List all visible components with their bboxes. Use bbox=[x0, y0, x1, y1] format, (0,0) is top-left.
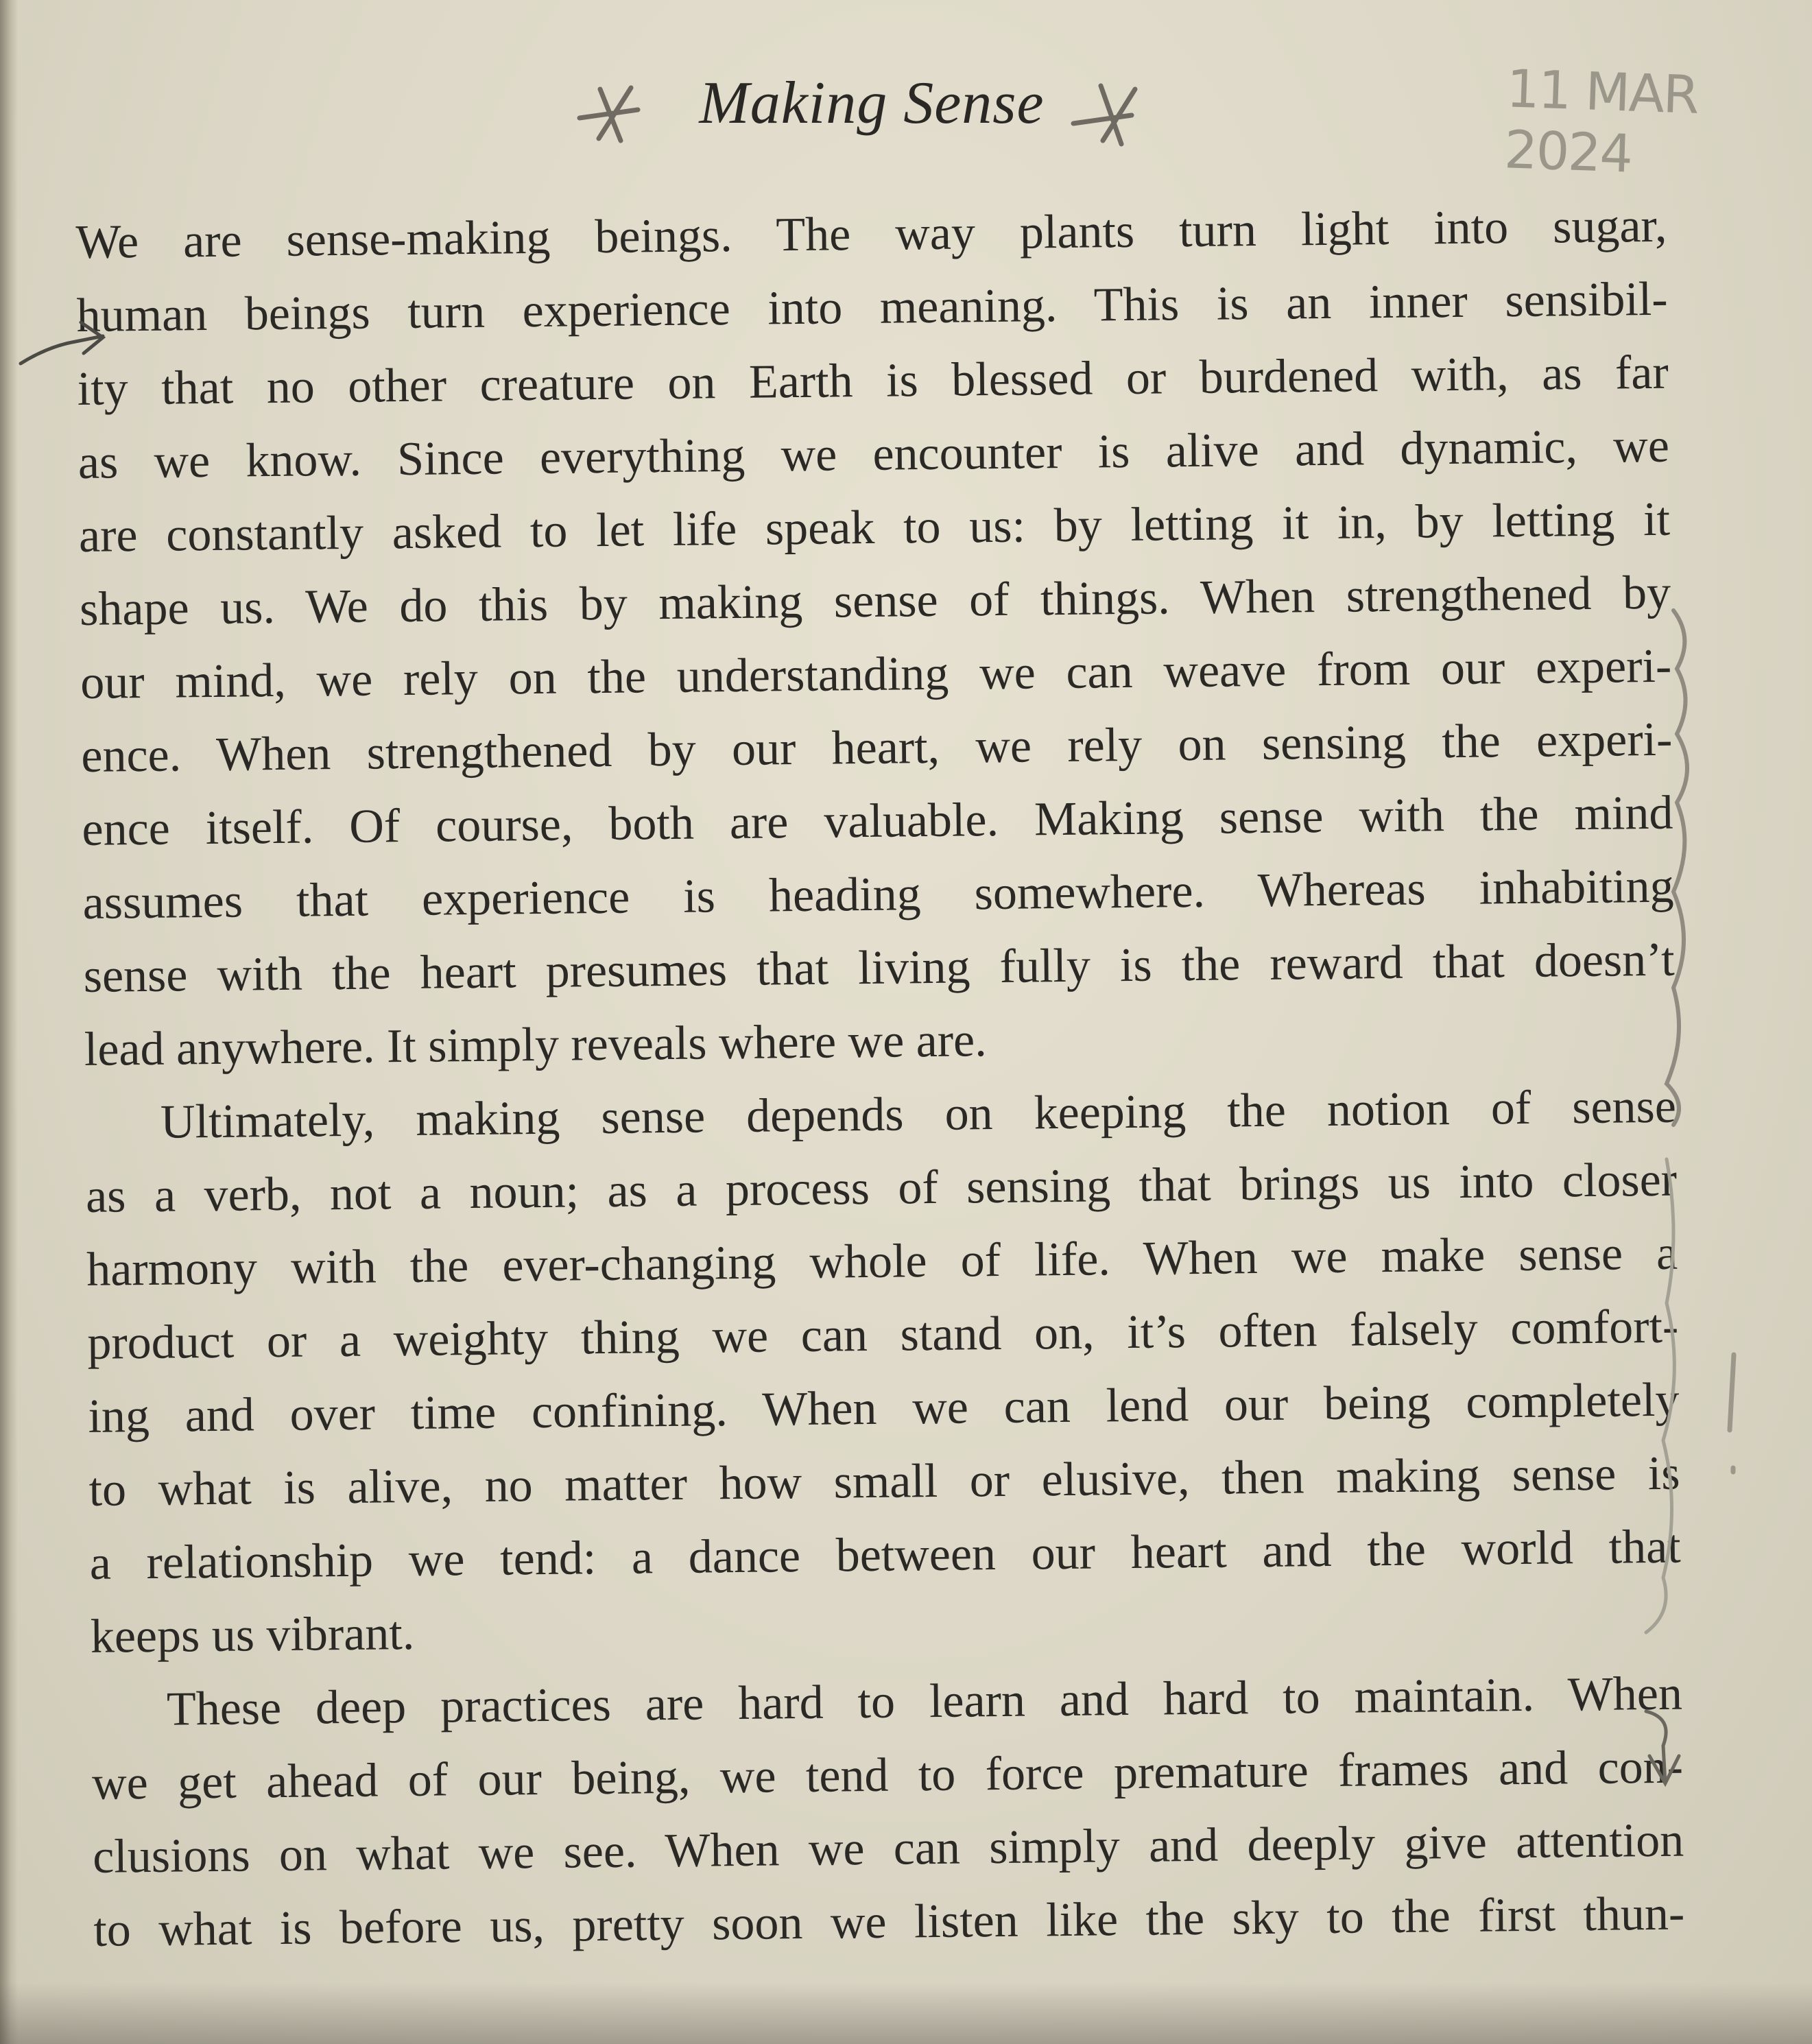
text-line: We are sense-making beings. The way plants turn light into sugar, bbox=[75, 199, 1667, 269]
page-title: Making Sense bbox=[699, 70, 1045, 136]
text-line: assumes that experience is heading somewhere. Whereas inhabiting bbox=[82, 859, 1674, 929]
text-line: ing and over time confining. When we can lend our being completely bbox=[88, 1373, 1680, 1443]
paragraph-3 bbox=[91, 1657, 1684, 1967]
text-line: Ultimately, making sense depends on keeping the notion of sense bbox=[160, 1080, 1677, 1149]
text-line: ence itself. Of course, both are valuable. Making sense with the mind bbox=[82, 786, 1673, 856]
paragraph-1 bbox=[75, 189, 1676, 1086]
text-line: we get ahead of our being, we tend to force premature frames and con- bbox=[91, 1740, 1684, 1810]
text-line: to what is before us, pretty soon we listen like the sky to the first thun- bbox=[93, 1887, 1685, 1957]
text-line: harmony with the ever-changing whole of life. When we make sense a bbox=[86, 1226, 1678, 1296]
text-line: ence. When strengthened by our heart, we rely on sensing the experi- bbox=[81, 713, 1673, 783]
text-line: as we know. Since everything we encounter is alive and dynamic, we bbox=[78, 419, 1670, 489]
paragraph-2 bbox=[84, 1070, 1682, 1674]
text-line: ity that no other creature on Earth is blessed or burdened with, as far bbox=[77, 346, 1669, 416]
text-line: to what is alive, no matter how small or elusive, then making sense is bbox=[88, 1447, 1680, 1517]
text-line: These deep practices are hard to learn and hard to maintain. When bbox=[166, 1667, 1683, 1736]
text-line: keeps us vibrant. bbox=[90, 1606, 415, 1663]
text-line: shape us. We do this by making sense of things. When strengthened by bbox=[79, 566, 1671, 636]
pencil-exclamation-mark bbox=[1730, 1355, 1734, 1472]
body-text bbox=[75, 189, 1685, 1967]
text-line: are constantly asked to let life speak to us: by letting it in, by letting it bbox=[78, 492, 1671, 562]
text-line: human beings turn experience into meaning. This is an inner sensibil- bbox=[76, 272, 1668, 342]
handwritten-date: 11 MAR 2024 bbox=[1503, 58, 1700, 185]
text-line: lead anywhere. It simply reveals where we are. bbox=[84, 1014, 987, 1076]
text-line: a relationship we tend: a dance between our heart and the world that bbox=[89, 1520, 1682, 1590]
text-line: our mind, we rely on the understanding we can weave from our experi- bbox=[80, 639, 1672, 709]
text-line: as a verb, not a noun; as a process of sensing that brings us into closer bbox=[85, 1153, 1678, 1223]
text-line: sense with the heart presumes that living fully is the reward that doesn’t bbox=[83, 933, 1676, 1003]
text-line: product or a weighty thing we can stand on, it’s often falsely comfort- bbox=[86, 1300, 1679, 1370]
handdrawn-asterisk-right-icon bbox=[1070, 75, 1152, 151]
text-line: clusions on what we see. When we can simply and deeply give attention bbox=[92, 1814, 1684, 1883]
